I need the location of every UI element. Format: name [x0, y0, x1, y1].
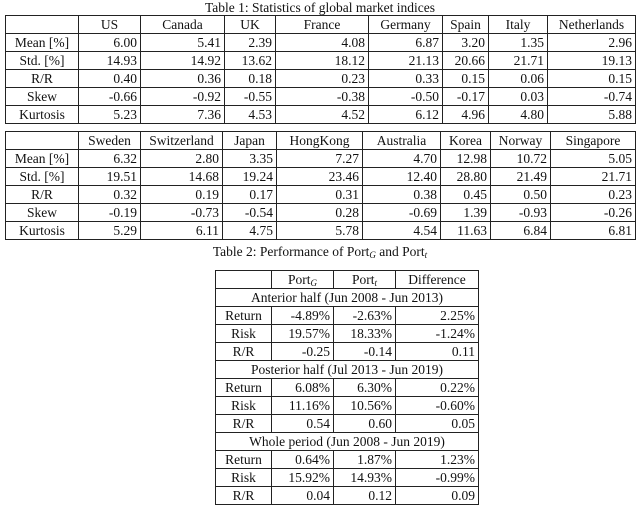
cell: 5.05 [551, 150, 636, 168]
cell: 14.93% [334, 469, 396, 487]
cell: 0.54 [272, 415, 334, 433]
cell: -0.50 [369, 88, 443, 106]
row-label: Kurtosis [6, 106, 79, 124]
cell: 0.12 [334, 487, 396, 505]
table2 [215, 270, 479, 505]
row-label: Mean [%] [6, 150, 79, 168]
cell: 4.54 [363, 222, 441, 240]
column-header: Spain [443, 16, 489, 34]
table-row [6, 222, 636, 240]
cell: 19.51 [79, 168, 141, 186]
cell: 0.03 [489, 88, 548, 106]
cell: 0.36 [141, 70, 225, 88]
cell: -4.89% [272, 307, 334, 325]
cell: -0.73 [141, 204, 223, 222]
cell: 4.80 [489, 106, 548, 124]
column-header: Korea [441, 132, 491, 150]
cell: -0.74 [548, 88, 636, 106]
table1-part2 [5, 131, 636, 240]
cell: -0.54 [223, 204, 277, 222]
cell: -1.24% [396, 325, 479, 343]
cell: 14.68 [141, 168, 223, 186]
column-header: Japan [223, 132, 277, 150]
table-row [6, 150, 636, 168]
column-header-port-t: Port$_t$ [334, 271, 396, 289]
cell: 5.23 [79, 106, 141, 124]
cell: -0.38 [276, 88, 369, 106]
row-label: Std. [%] [6, 168, 79, 186]
cell: 3.20 [443, 34, 489, 52]
row-label: R/R [216, 487, 272, 505]
row-label: R/R [6, 186, 79, 204]
cell: 5.88 [548, 106, 636, 124]
cell: -0.99% [396, 469, 479, 487]
section-header-row [216, 433, 479, 451]
row-label: Return [216, 307, 272, 325]
cell: 3.35 [223, 150, 277, 168]
table-row [216, 397, 479, 415]
cell: 28.80 [441, 168, 491, 186]
cell: 5.41 [141, 34, 225, 52]
cell: 6.08% [272, 379, 334, 397]
table-row [216, 343, 479, 361]
cell: -0.60% [396, 397, 479, 415]
cell: 4.75 [223, 222, 277, 240]
cell: 0.18 [225, 70, 276, 88]
row-label: Kurtosis [6, 222, 79, 240]
cell: 0.60 [334, 415, 396, 433]
cell: 13.62 [225, 52, 276, 70]
cell: 14.93 [79, 52, 141, 70]
cell: 0.50 [491, 186, 551, 204]
cell: 6.11 [141, 222, 223, 240]
cell: -0.26 [551, 204, 636, 222]
cell: 6.30% [334, 379, 396, 397]
cell: 0.04 [272, 487, 334, 505]
column-header: Canada [141, 16, 225, 34]
column-header-port-g: Port$_G$ [272, 271, 334, 289]
cell: 23.46 [277, 168, 363, 186]
cell: 11.63 [441, 222, 491, 240]
table-row [6, 168, 636, 186]
section-header-row [216, 289, 479, 307]
cell: 10.56% [334, 397, 396, 415]
cell: 2.39 [225, 34, 276, 52]
cell: 4.52 [276, 106, 369, 124]
cell: 0.09 [396, 487, 479, 505]
cell: 0.45 [441, 186, 491, 204]
cell: 0.38 [363, 186, 441, 204]
table-row [6, 204, 636, 222]
cell: 0.05 [396, 415, 479, 433]
row-label: Mean [%] [6, 34, 79, 52]
cell: 2.80 [141, 150, 223, 168]
section-title: Whole period (Jun 2008 - Jun 2019) [216, 433, 479, 451]
table-row [216, 451, 479, 469]
cell: 6.81 [551, 222, 636, 240]
cell: 14.92 [141, 52, 225, 70]
cell: 15.92% [272, 469, 334, 487]
table2-caption: Table 2: Performance of Port$_G$ and Port$_t$ [212, 244, 428, 260]
row-label: Risk [216, 325, 272, 343]
cell: 1.87% [334, 451, 396, 469]
cell: -0.25 [272, 343, 334, 361]
table-header-row [216, 271, 479, 289]
table-row [6, 186, 636, 204]
table-row [216, 379, 479, 397]
cell: 1.23% [396, 451, 479, 469]
section-title: Posterior half (Jul 2013 - Jun 2019) [216, 361, 479, 379]
table1-part1 [5, 15, 636, 124]
column-header: Singapore [551, 132, 636, 150]
cell: 7.36 [141, 106, 225, 124]
table-row [6, 88, 636, 106]
table-row [216, 325, 479, 343]
table-header-row [6, 16, 636, 34]
cell: 0.17 [223, 186, 277, 204]
column-header: Germany [369, 16, 443, 34]
cell: 0.64% [272, 451, 334, 469]
cell: 21.49 [491, 168, 551, 186]
cell: 5.29 [79, 222, 141, 240]
cell: 4.96 [443, 106, 489, 124]
column-header: France [276, 16, 369, 34]
cell: -0.66 [79, 88, 141, 106]
cell: -0.17 [443, 88, 489, 106]
table-row [6, 70, 636, 88]
column-header: Norway [491, 132, 551, 150]
cell: 0.31 [277, 186, 363, 204]
cell: -0.93 [491, 204, 551, 222]
column-header: Italy [489, 16, 548, 34]
row-label: R/R [216, 415, 272, 433]
cell: 7.27 [277, 150, 363, 168]
cell: 0.33 [369, 70, 443, 88]
cell: 0.06 [489, 70, 548, 88]
cell: 1.39 [441, 204, 491, 222]
cell: 0.11 [396, 343, 479, 361]
cell: 11.16% [272, 397, 334, 415]
cell: 4.70 [363, 150, 441, 168]
row-label: R/R [6, 70, 79, 88]
row-label: Return [216, 379, 272, 397]
cell: 0.32 [79, 186, 141, 204]
table-row [6, 52, 636, 70]
row-label: Risk [216, 397, 272, 415]
cell: 20.66 [443, 52, 489, 70]
cell: -0.92 [141, 88, 225, 106]
table-row [216, 469, 479, 487]
cell: 18.12 [276, 52, 369, 70]
cell: 19.13 [548, 52, 636, 70]
cell: 0.28 [277, 204, 363, 222]
cell: 6.87 [369, 34, 443, 52]
cell: 4.08 [276, 34, 369, 52]
cell: -0.55 [225, 88, 276, 106]
column-header-difference: Difference [396, 271, 479, 289]
row-label: Std. [%] [6, 52, 79, 70]
cell: 5.78 [277, 222, 363, 240]
row-label: Return [216, 451, 272, 469]
column-header: Sweden [79, 132, 141, 150]
corner-cell [216, 271, 272, 289]
cell: 6.84 [491, 222, 551, 240]
cell: -0.14 [334, 343, 396, 361]
cell: 10.72 [491, 150, 551, 168]
row-label: Risk [216, 469, 272, 487]
cell: 0.22% [396, 379, 479, 397]
cell: 19.24 [223, 168, 277, 186]
column-header: Netherlands [548, 16, 636, 34]
column-header: Switzerland [141, 132, 223, 150]
cell: 0.23 [276, 70, 369, 88]
cell: 21.71 [489, 52, 548, 70]
row-label: Skew [6, 204, 79, 222]
corner-cell [6, 16, 79, 34]
cell: 18.33% [334, 325, 396, 343]
column-header: UK [225, 16, 276, 34]
column-header: Australia [363, 132, 441, 150]
cell: 2.96 [548, 34, 636, 52]
cell: 6.32 [79, 150, 141, 168]
cell: 1.35 [489, 34, 548, 52]
cell: -2.63% [334, 307, 396, 325]
cell: 0.40 [79, 70, 141, 88]
cell: 0.23 [551, 186, 636, 204]
cell: 4.53 [225, 106, 276, 124]
cell: -0.19 [79, 204, 141, 222]
cell: 12.98 [441, 150, 491, 168]
section-header-row [216, 361, 479, 379]
cell: 0.15 [443, 70, 489, 88]
cell: 19.57% [272, 325, 334, 343]
cell: 12.40 [363, 168, 441, 186]
table-row [216, 487, 479, 505]
table-row [6, 106, 636, 124]
cell: 21.13 [369, 52, 443, 70]
cell: 21.71 [551, 168, 636, 186]
cell: -0.69 [363, 204, 441, 222]
corner-cell [6, 132, 79, 150]
table-row [216, 307, 479, 325]
cell: 0.15 [548, 70, 636, 88]
row-label: Skew [6, 88, 79, 106]
table1-caption: Table 1: Statistics of global market indices [204, 0, 435, 15]
table-header-row [6, 132, 636, 150]
column-header: US [79, 16, 141, 34]
column-header: HongKong [277, 132, 363, 150]
cell: 2.25% [396, 307, 479, 325]
table-row [6, 34, 636, 52]
table-row [216, 415, 479, 433]
cell: 6.12 [369, 106, 443, 124]
cell: 6.00 [79, 34, 141, 52]
section-title: Anterior half (Jun 2008 - Jun 2013) [216, 289, 479, 307]
cell: 0.19 [141, 186, 223, 204]
row-label: R/R [216, 343, 272, 361]
